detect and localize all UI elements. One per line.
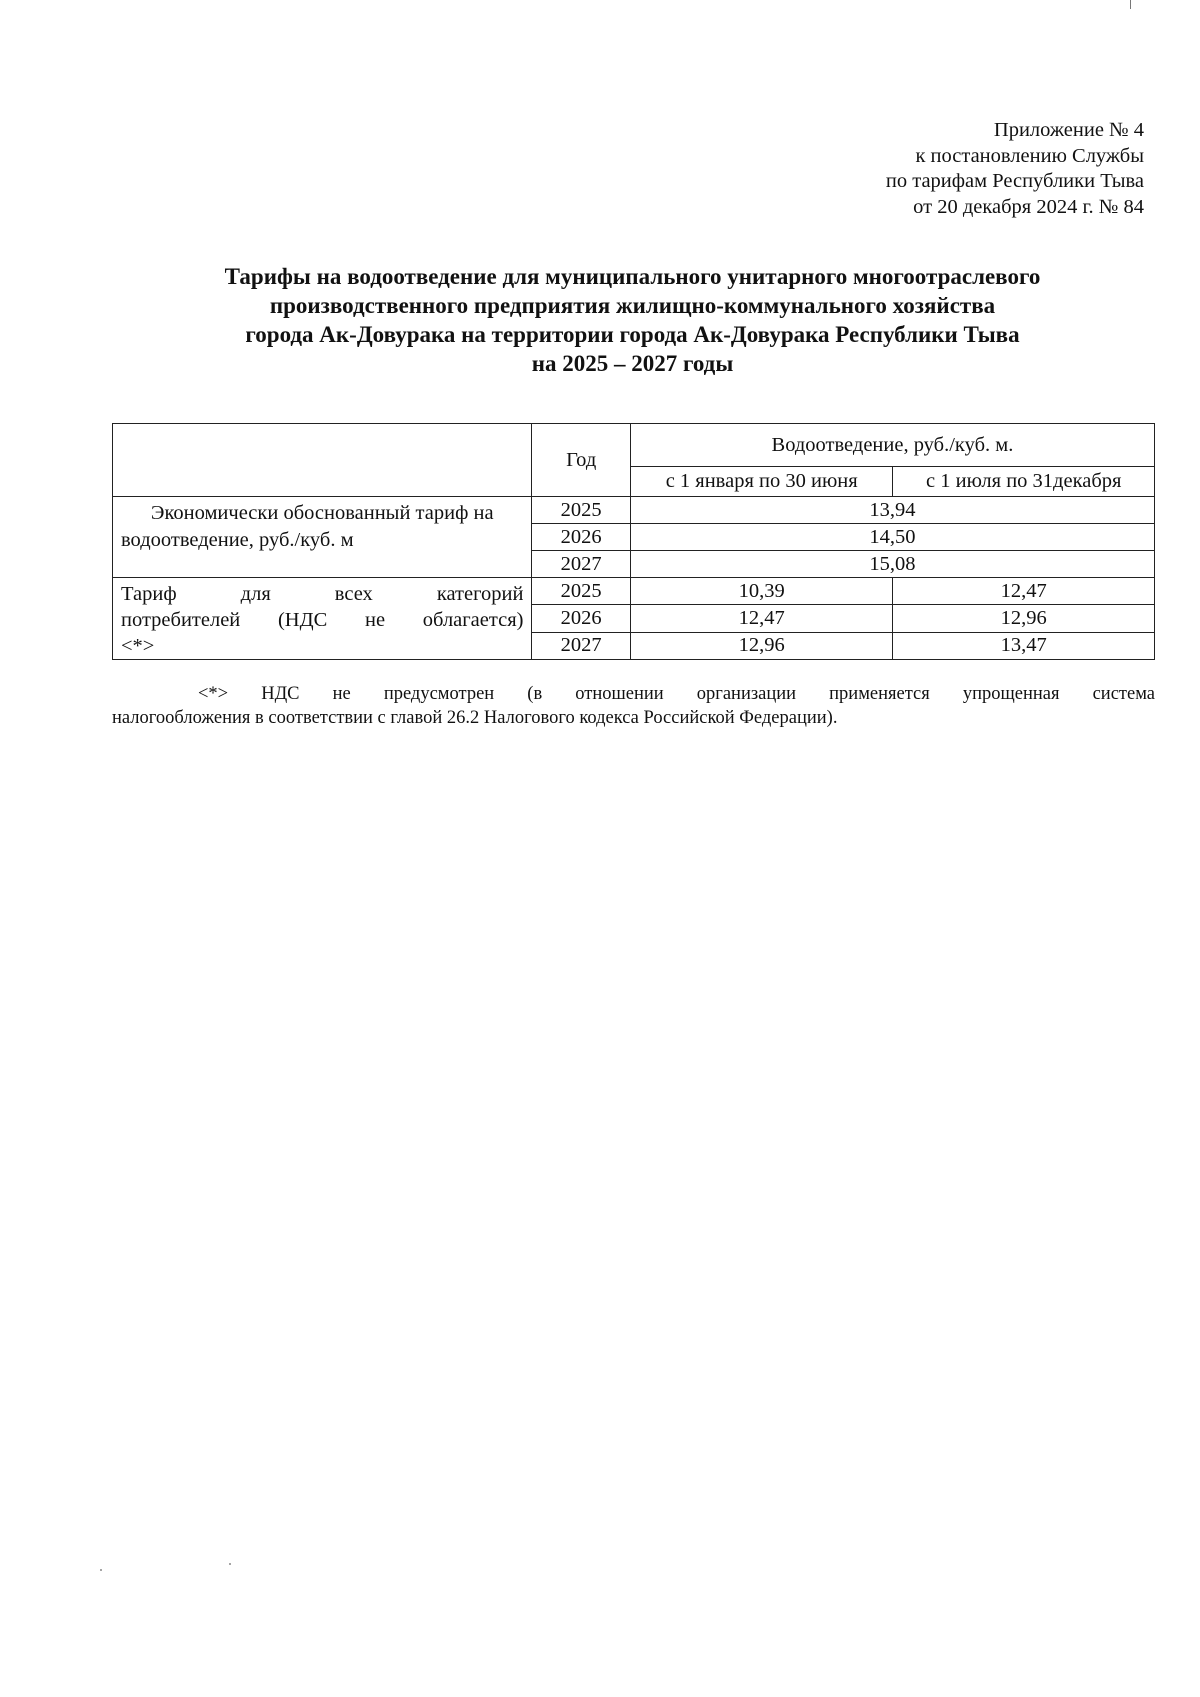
value-cell-h1: 10,39 bbox=[630, 578, 893, 605]
header-period-2: с 1 июля по 31декабря bbox=[893, 467, 1155, 497]
appendix-block bbox=[886, 118, 1144, 220]
value-cell-h2: 13,47 bbox=[893, 632, 1155, 659]
year-cell: 2025 bbox=[532, 578, 630, 605]
header-group: Водоотведение, руб./куб. м. bbox=[630, 424, 1154, 467]
title-line: Тарифы на водоотведение для муниципального унитарного многоотраслевого bbox=[224, 264, 1041, 289]
appendix-line: Приложение № 4 bbox=[993, 119, 1144, 141]
year-cell: 2027 bbox=[532, 632, 630, 659]
appendix-line: от 20 декабря 2024 г. № 84 bbox=[913, 195, 1144, 218]
tariff-table bbox=[112, 423, 1155, 660]
title-line: производственного предприятия жилищно-коммунального хозяйства bbox=[269, 293, 996, 318]
scan-speck bbox=[100, 1569, 102, 1571]
appendix-line: по тарифам Республики Тыва bbox=[885, 170, 1144, 192]
document-title bbox=[110, 262, 1155, 378]
section2-description-line: Тариф для всех категорий bbox=[121, 583, 524, 605]
table-row bbox=[113, 578, 1155, 605]
scan-speck bbox=[229, 1563, 231, 1565]
year-cell: 2027 bbox=[532, 551, 630, 578]
header-year: Год bbox=[532, 424, 630, 497]
year-cell: 2025 bbox=[532, 497, 630, 524]
table-header-row bbox=[113, 424, 1155, 467]
year-cell: 2026 bbox=[532, 605, 630, 632]
section2-description-line: потребителей (НДС не облагается) bbox=[121, 609, 524, 631]
scan-mark bbox=[1130, 0, 1131, 9]
title-line: города Ак-Довурака на территории города Ак-Довурака Республики Тыва bbox=[245, 322, 1020, 347]
section2-description-line: <*> bbox=[121, 635, 155, 657]
footnote bbox=[112, 682, 1155, 730]
value-cell-h2: 12,96 bbox=[893, 605, 1155, 632]
value-cell: 14,50 bbox=[630, 524, 1154, 551]
footnote-line: налогообложения в соответствии с главой 26.2 Налогового кодекса Российской Федерации). bbox=[112, 708, 838, 728]
table-row bbox=[113, 497, 1155, 524]
title-line: на 2025 – 2027 годы bbox=[531, 351, 734, 376]
section2-description bbox=[113, 578, 532, 660]
footnote-line: <*> НДС не предусмотрен (в отношении организации применяется упрощенная система bbox=[198, 684, 1155, 704]
value-cell-h2: 12,47 bbox=[893, 578, 1155, 605]
value-cell: 13,94 bbox=[630, 497, 1154, 524]
section1-description: Экономически обоснованный тариф на водоотведение, руб./куб. м bbox=[113, 497, 532, 578]
header-period-1: с 1 января по 30 июня bbox=[630, 467, 893, 497]
value-cell-h1: 12,47 bbox=[630, 605, 893, 632]
value-cell: 15,08 bbox=[630, 551, 1154, 578]
year-cell: 2026 bbox=[532, 524, 630, 551]
appendix-line: к постановлению Службы bbox=[915, 144, 1144, 167]
header-empty-cell bbox=[113, 424, 532, 497]
value-cell-h1: 12,96 bbox=[630, 632, 893, 659]
